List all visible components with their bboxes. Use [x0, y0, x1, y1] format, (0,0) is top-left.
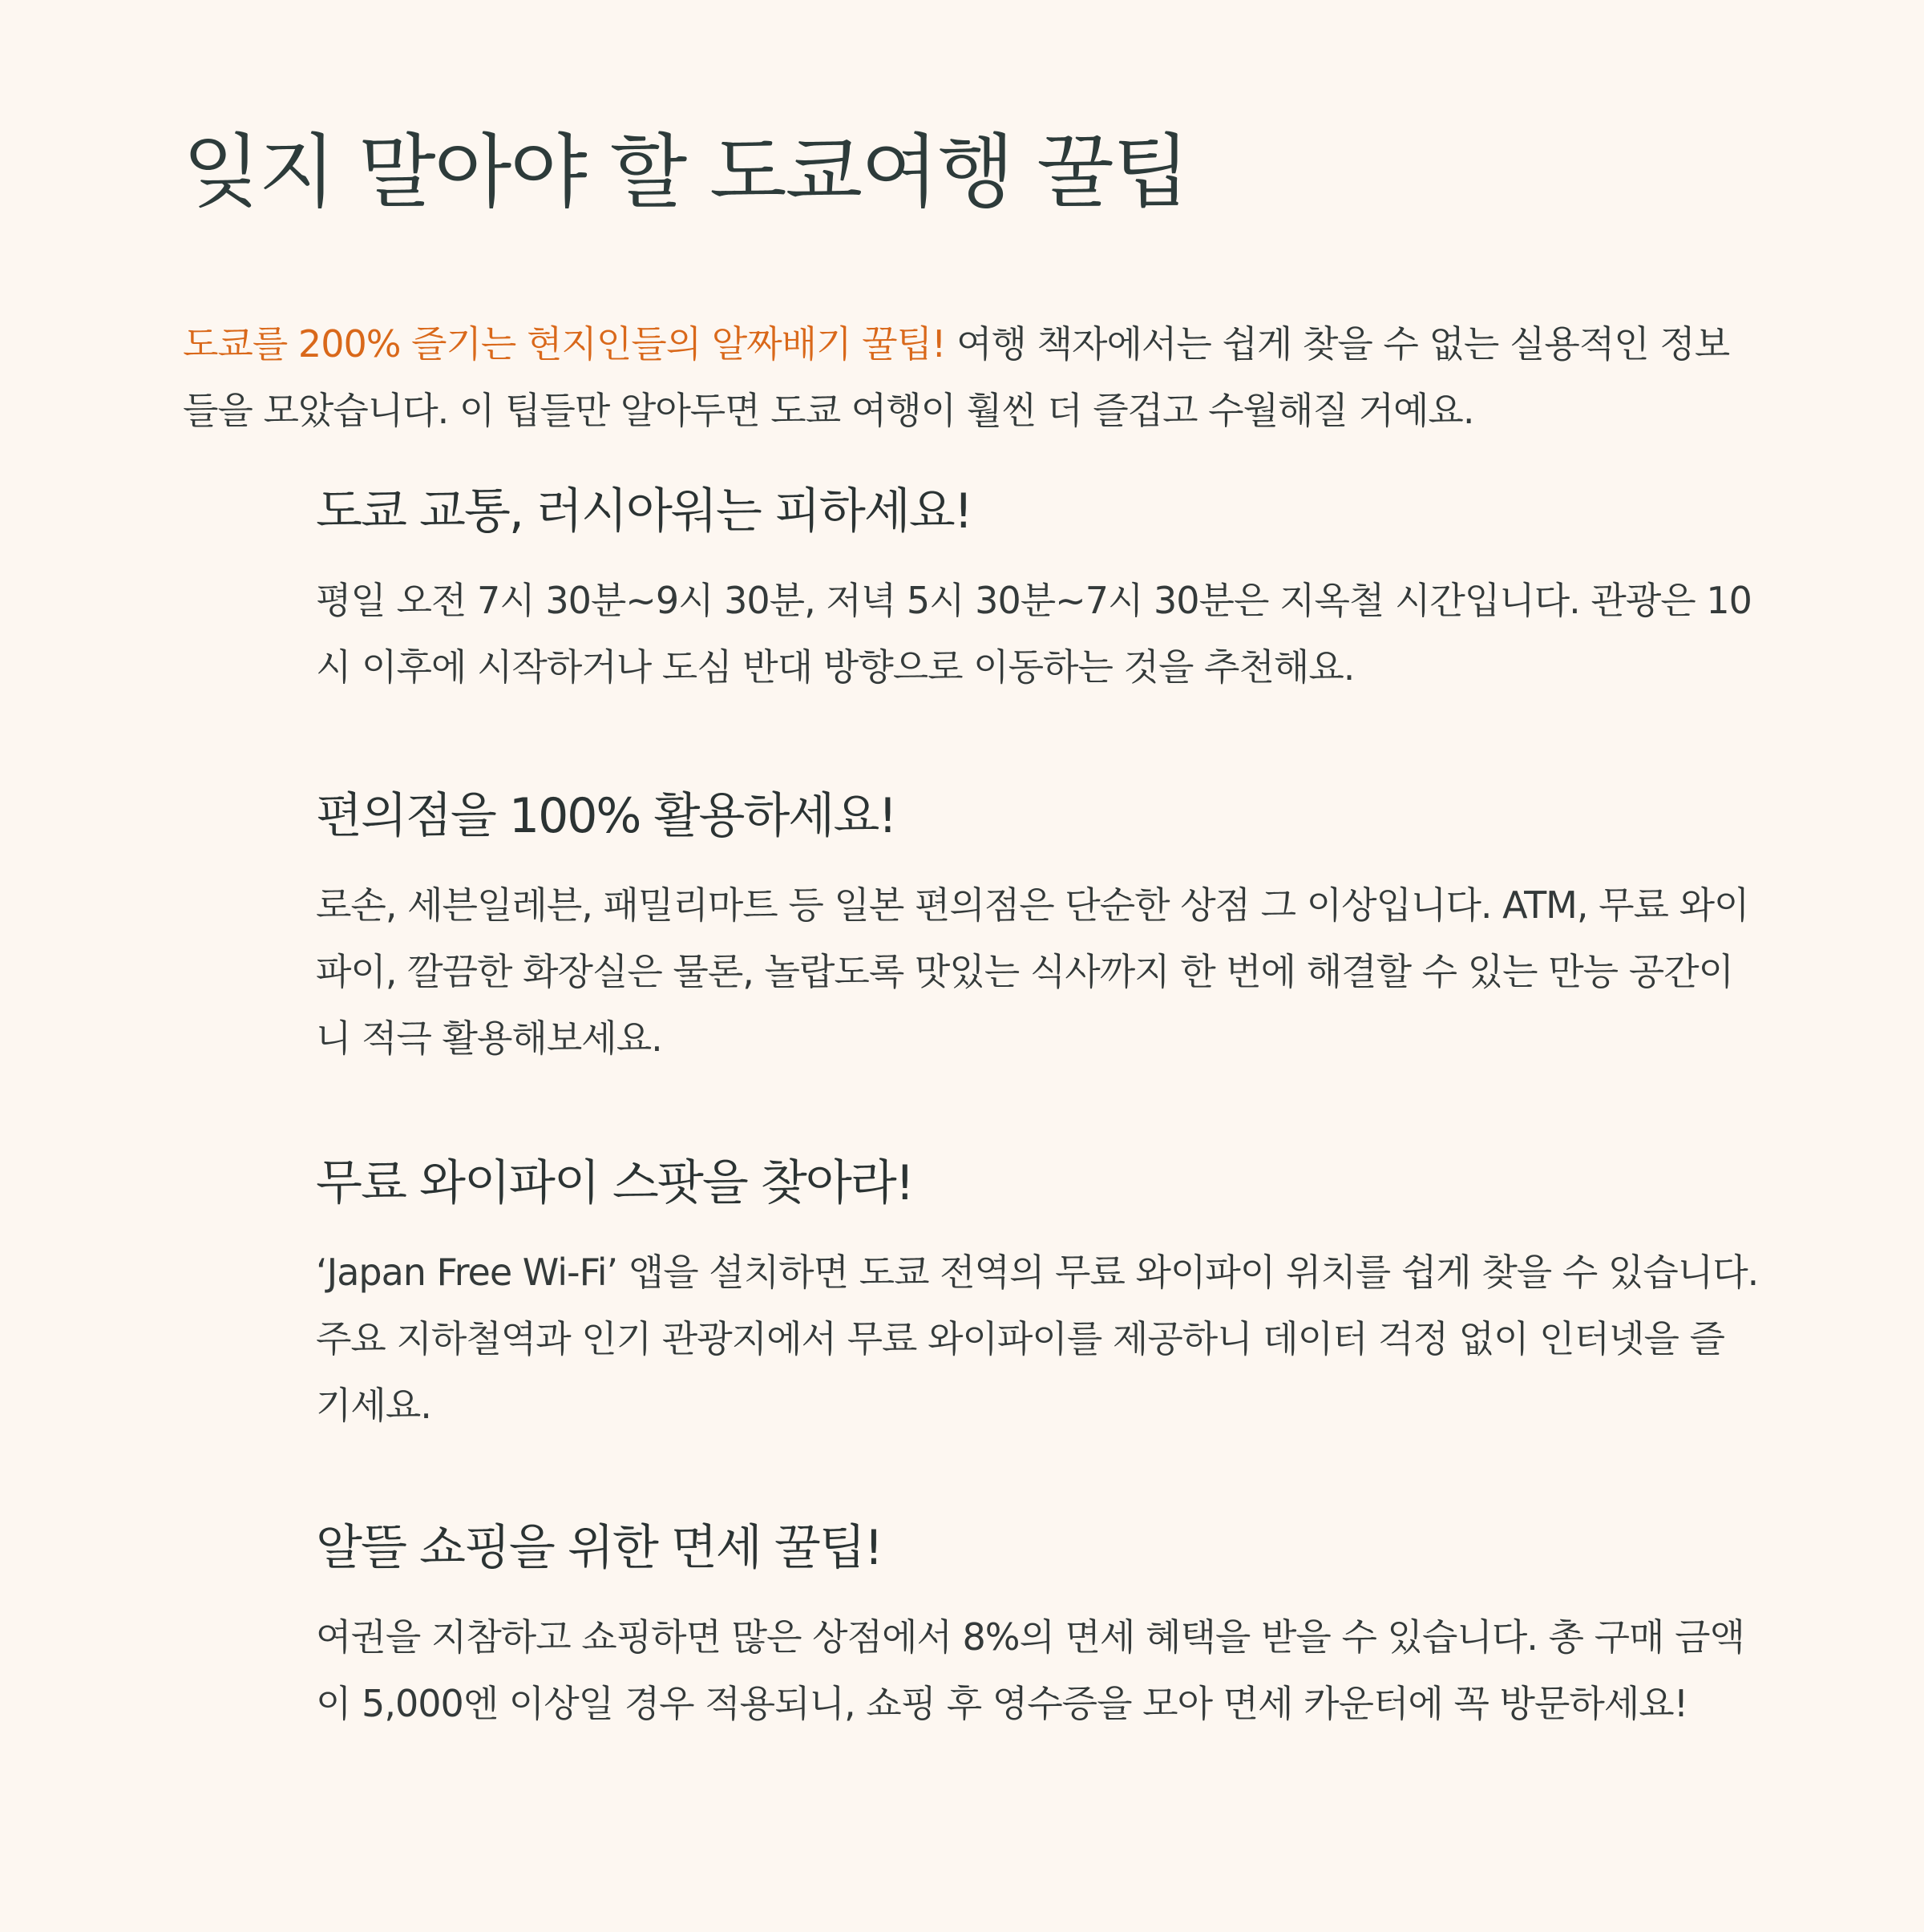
intro-highlight: 도쿄를 200% 즐기는 현지인들의 알짜배기 꿀팁!	[183, 322, 946, 366]
tip-body: 로손, 세븐일레븐, 패밀리마트 등 일본 편의점은 단순한 상점 그 이상입니다. ATM, 무료 와이파이, 깔끔한 화장실은 물론, 놀랍도록 맛있는 식사까지 한 번에 해결할 수 있는 만능 공간이니 적극 활용해보세요.	[316, 883, 1749, 1060]
page-title: 잊지 말아야 할 도쿄여행 꿀팁	[183, 125, 1189, 219]
tip-heading: 무료 와이파이 스팟을 찾아라!	[316, 1155, 913, 1211]
tip-section-free-wifi	[316, 1151, 1759, 1439]
tip-body: ‘Japan Free Wi-Fi’ 앱을 설치하면 도쿄 전역의 무료 와이파이 위치를 쉽게 찾을 수 있습니다. 주요 지하철역과 인기 관광지에서 무료 와이파이를 제공하니 데이터 걱정 없이 인터넷을 즐기세요.	[316, 1251, 1759, 1427]
tip-heading: 도쿄 교통, 러시아워는 피하세요!	[316, 483, 972, 540]
tip-heading: 알뜰 쇼핑을 위한 면세 꿀팁!	[316, 1520, 882, 1576]
tip-body: 평일 오전 7시 30분~9시 30분, 저녁 5시 30분~7시 30분은 지옥철 시간입니다. 관광은 10시 이후에 시작하거나 도심 반대 방향으로 이동하는 것을 추천해요.	[316, 579, 1752, 689]
intro-paragraph	[183, 311, 1754, 444]
intro-text: 여행 책자에서는 쉽게 찾을 수 없는 실용적인 정보들을 모았습니다. 이 팁들만 알아두면 도쿄 여행이 훨씬 더 즐겁고 수월해질 거예요.	[183, 322, 1730, 432]
tip-body: 여권을 지참하고 쇼핑하면 많은 상점에서 8%의 면세 혜택을 받을 수 있습니다. 총 구매 금액이 5,000엔 이상일 경우 적용되니, 쇼핑 후 영수증을 모아 면세 카운터에 꼭 방문하세요!	[316, 1615, 1744, 1725]
tip-heading: 편의점을 100% 활용하세요!	[316, 788, 896, 844]
tip-section-convenience-store	[316, 784, 1759, 1072]
tip-section-tax-free	[316, 1516, 1759, 1737]
tip-section-rush-hour	[316, 479, 1759, 701]
